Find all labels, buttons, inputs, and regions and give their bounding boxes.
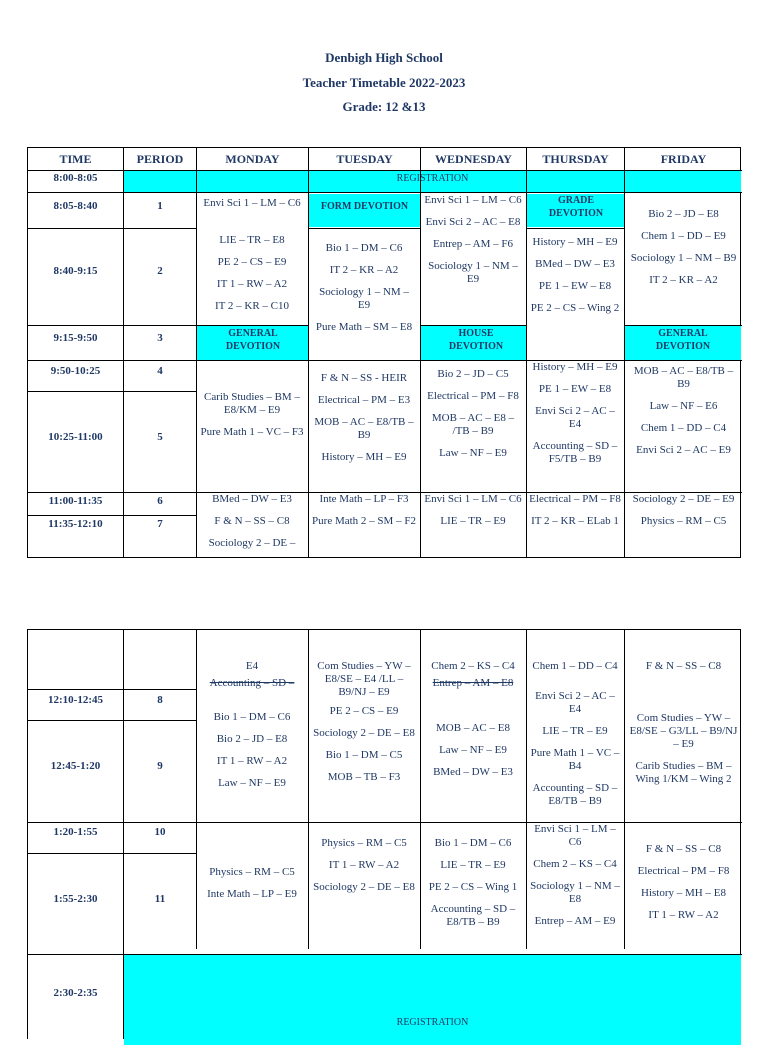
class-entry: Sociology 2 – DE – E8 [313,881,415,893]
tuesday-form-devotion-label: FORM DEVOTION [320,201,409,212]
class-entry: Inte Math – LP – E9 [207,888,297,900]
monday-slot-4-5 [200,391,304,448]
class-entry: PE 2 – CS – Wing 1 [428,881,518,893]
class-entry: Pure Math – SM – E8 [315,321,413,333]
class-entry: LIE – TR – E9 [440,859,506,871]
class-entry: Sociology 2 – DE – E9 [632,493,735,505]
header-period: PERIOD [136,152,184,166]
header-thursday: THURSDAY [542,152,609,166]
tuesday-carryover [312,660,416,708]
class-entry: Accounting – SD – E8/TB – B9 [430,903,516,928]
class-entry: Envi Sci 2 – AC – E4 [535,690,615,715]
class-entry: Envi Sci 2 – AC – E8 [425,216,521,228]
wednesday-house-devotion: HOUSE DEVOTION [448,328,504,352]
class-entry: Pure Math 2 – SM – F2 [312,515,416,527]
class-entry: History – MH – E9 [321,451,407,463]
class-entry: Envi Sci 1 – LM – C6 [534,823,616,848]
period-number: 8 [157,694,163,706]
wednesday-slot-4-5 [423,368,523,469]
class-entry: Bio 1 – DM – C6 [325,242,403,254]
document-header [0,46,768,120]
monday-general-devotion: GENERAL DEVOTION [225,328,281,352]
class-entry: LIE – TR – E9 [440,515,506,527]
class-entry: MOB – TB – F3 [327,771,401,783]
thursday-slot-6-7 [529,493,621,537]
tuesday-slot-8-9 [312,705,416,793]
class-entry: Pure Math 1 – VC – F3 [200,426,304,438]
class-entry: Accounting – SD – E8/TB – B9 [532,782,618,807]
period-number: 6 [157,495,163,507]
grade-label: Grade: 12 &13 [342,99,426,114]
time-slot: 11:00-11:35 [48,495,103,507]
class-entry: Carib Studies – BM – Wing 1/KM – Wing 2 [635,760,732,785]
friday-slot-10-11 [628,843,739,931]
friday-slot-6-7 [628,493,739,537]
class-entry: MOB – AC – E8/TB – B9 [633,365,734,390]
class-entry: LIE – TR – E9 [542,725,608,737]
period-number: 7 [157,518,163,530]
time-slot: 12:10-12:45 [48,694,103,706]
class-entry: Entrep – AM – F6 [432,238,514,250]
period-number: 3 [157,332,163,344]
class-entry: PE 1 – EW – E8 [538,383,612,395]
class-entry: BMed – DW – E3 [535,258,615,270]
period-number: 10 [154,826,166,838]
school-name: Denbigh High School [325,50,443,65]
time-slot: 8:05-8:40 [53,200,98,212]
class-entry: LIE – TR – E8 [219,234,285,246]
wednesday-carryover-item: Chem 2 – KS – C4 [431,660,515,672]
class-entry: F & N – SS – C8 [645,660,722,672]
class-entry: Electrical – PM – F8 [637,865,730,877]
class-entry: BMed – DW – E3 [212,493,292,505]
time-slot: 9:15-9:50 [53,332,98,344]
class-entry: Electrical – PM – F8 [529,493,621,505]
class-entry: Sociology 1 – NM – E8 [530,880,620,905]
class-entry: PE 2 – CS – E9 [329,705,399,717]
class-entry: Chem 2 – KS – C4 [533,858,617,870]
header-time: TIME [59,152,92,166]
class-entry: Pure Math 1 – VC – B4 [530,747,620,772]
time-slot: 10:25-11:00 [48,431,103,443]
time-slot: 11:35-12:10 [48,518,103,530]
thursday-slot-2-3 [529,236,621,324]
class-entry: Com Studies – YW – E8/SE – G3/LL – B9/NJ – E9 [629,712,738,750]
header-friday: FRIDAY [660,152,707,166]
header-monday: MONDAY [225,152,280,166]
monday-slot-1 [200,197,304,219]
class-entry: Accounting – SD – F5/TB – B9 [532,440,618,465]
class-entry: Chem 1 – DD – C4 [532,660,618,672]
tuesday-slot-10-11 [312,837,416,903]
timetable-morning [27,147,741,558]
class-entry: Entrep – AM – E9 [534,915,616,927]
class-entry: Envi Sci 2 – AC – E9 [636,444,731,456]
class-entry: Law – NF – E9 [439,744,507,756]
class-entry: Sociology 2 – DE – [208,537,296,549]
class-entry: Bio 1 – DM – C5 [325,749,403,761]
period-number: 9 [157,760,163,772]
monday-carryover [200,660,304,699]
monday-slot-10-11 [200,866,304,910]
friday-slot-4-5 [628,365,739,466]
thursday-slot-4-5 [529,361,621,475]
registration-label: REGISTRATION [396,173,469,184]
monday-carryover-room: E4 [245,660,259,672]
class-entry: IT 1 – RW – A2 [216,278,288,290]
class-entry: Sociology 1 – NM – B9 [630,252,737,264]
class-entry: MOB – AC – E8 [436,722,510,734]
wednesday-carryover [423,660,523,699]
period-number: 11 [154,893,166,905]
tuesday-slot-6-7 [312,493,416,537]
registration-label-afternoon: REGISTRATION [396,1017,469,1028]
header-wednesday: WEDNESDAY [435,152,512,166]
period-number: 1 [157,200,163,212]
thursday-slot-8-9 [529,690,621,817]
period-number: 5 [157,431,163,443]
time-slot: 1:55-2:30 [53,893,98,905]
class-entry: IT 1 – RW – A2 [216,755,288,767]
time-slot: 1:20-1:55 [53,826,98,838]
class-entry: Sociology 2 – DE – E8 [313,727,415,739]
time-slot: 2:30-2:35 [53,987,98,999]
class-entry: F & N – SS - HEIR [320,372,408,384]
wednesday-slot-8-9 [423,722,523,788]
class-entry: Law – NF – E6 [649,400,718,412]
class-entry: Law – NF – E9 [439,447,507,459]
class-entry: IT 2 – KR – A2 [649,274,718,286]
class-entry: MOB – AC – E8/TB – B9 [314,416,414,441]
class-entry: Carib Studies – BM – E8/KM – E9 [204,391,300,416]
class-entry: F & N – SS – C8 [214,515,290,527]
wednesday-slot-10-11 [423,837,523,938]
class-entry: Chem 1 – DD – C4 [640,422,727,434]
timetable-title: Teacher Timetable 2022-2023 [302,74,466,90]
class-entry: IT 1 – RW – A2 [328,859,400,871]
wednesday-carryover-strike: Entrep – AM – E8 [432,677,514,689]
class-entry: Bio 2 – JD – C5 [437,368,509,380]
class-entry: IT 2 – KR – ELab 1 [531,515,619,527]
time-slot: 8:00-8:05 [53,172,98,184]
friday-general-devotion: GENERAL DEVOTION [655,328,711,352]
class-entry: Physics – RM – C5 [640,515,727,527]
monday-carryover-strike: Accounting – SD – [209,677,295,689]
wednesday-slot-6-7 [423,493,523,537]
friday-carryover [628,660,739,682]
friday-slot-1-2 [628,208,739,296]
class-entry: History – MH – E9 [532,361,618,373]
friday-slot-8-9 [628,712,739,795]
class-entry: Sociology 1 – NM – E9 [319,286,409,311]
class-entry: Inte Math – LP – F3 [319,493,409,505]
class-entry: F & N – SS – C8 [645,843,722,855]
wednesday-slot-1-2 [423,194,523,295]
class-entry: Electrical – PM – E3 [317,394,411,406]
class-entry: Physics – RM – C5 [209,866,295,878]
tuesday-slot-4-5 [312,372,416,473]
class-entry: IT 1 – RW – A2 [648,909,719,921]
class-entry: MOB – AC – E8 – /TB – B9 [431,412,515,437]
class-entry: History – MH – E8 [641,887,726,899]
class-entry: BMed – DW – E3 [433,766,513,778]
monday-slot-2 [200,234,304,322]
time-slot: 12:45-1:20 [50,760,101,772]
class-entry: Physics – RM – C5 [321,837,407,849]
class-entry: IT 2 – KR – A2 [329,264,399,276]
class-entry: Envi Sci 1 – LM – C6 [424,194,522,206]
class-entry: Law – NF – E9 [218,777,286,789]
thursday-grade-devotion: GRADE DEVOTION [548,195,604,219]
class-entry: Envi Sci 2 – AC – E4 [535,405,615,430]
time-slot: 8:40-9:15 [53,265,98,277]
monday-slot-8-9 [200,711,304,799]
class-entry: Com Studies – YW – E8/SE – E4 /LL – B9/NJ – E9 [317,660,411,698]
class-entry: Envi Sci 1 – LM – C6 [424,493,522,505]
thursday-slot-10-11 [529,823,621,937]
registration-band-afternoon [124,955,741,1045]
class-entry: Bio 1 – DM – C6 [434,837,512,849]
class-entry: IT 2 – KR – C10 [214,300,290,312]
class-entry: Bio 2 – JD – E8 [216,733,288,745]
header-tuesday: TUESDAY [336,152,393,166]
class-entry: Bio 2 – JD – E8 [648,208,719,220]
class-entry: Chem 1 – DD – E9 [641,230,726,242]
tuesday-slot-2-3 [312,242,416,343]
class-entry: PE 2 – CS – E9 [217,256,287,268]
thursday-carryover [529,660,621,682]
timetable-afternoon [27,629,741,1039]
class-entry: Envi Sci 1 – LM – C6 [203,197,301,209]
period-number: 2 [157,265,163,277]
class-entry: Bio 1 – DM – C6 [213,711,291,723]
class-entry: Sociology 1 – NM – E9 [428,260,518,285]
class-entry: History – MH – E9 [532,236,618,248]
class-entry: Electrical – PM – F8 [427,390,519,402]
period-number: 4 [157,365,163,377]
time-slot: 9:50-10:25 [50,365,101,377]
class-entry: PE 1 – EW – E8 [538,280,612,292]
monday-slot-6-7 [200,493,304,559]
class-entry: PE 2 – CS – Wing 2 [530,302,620,314]
